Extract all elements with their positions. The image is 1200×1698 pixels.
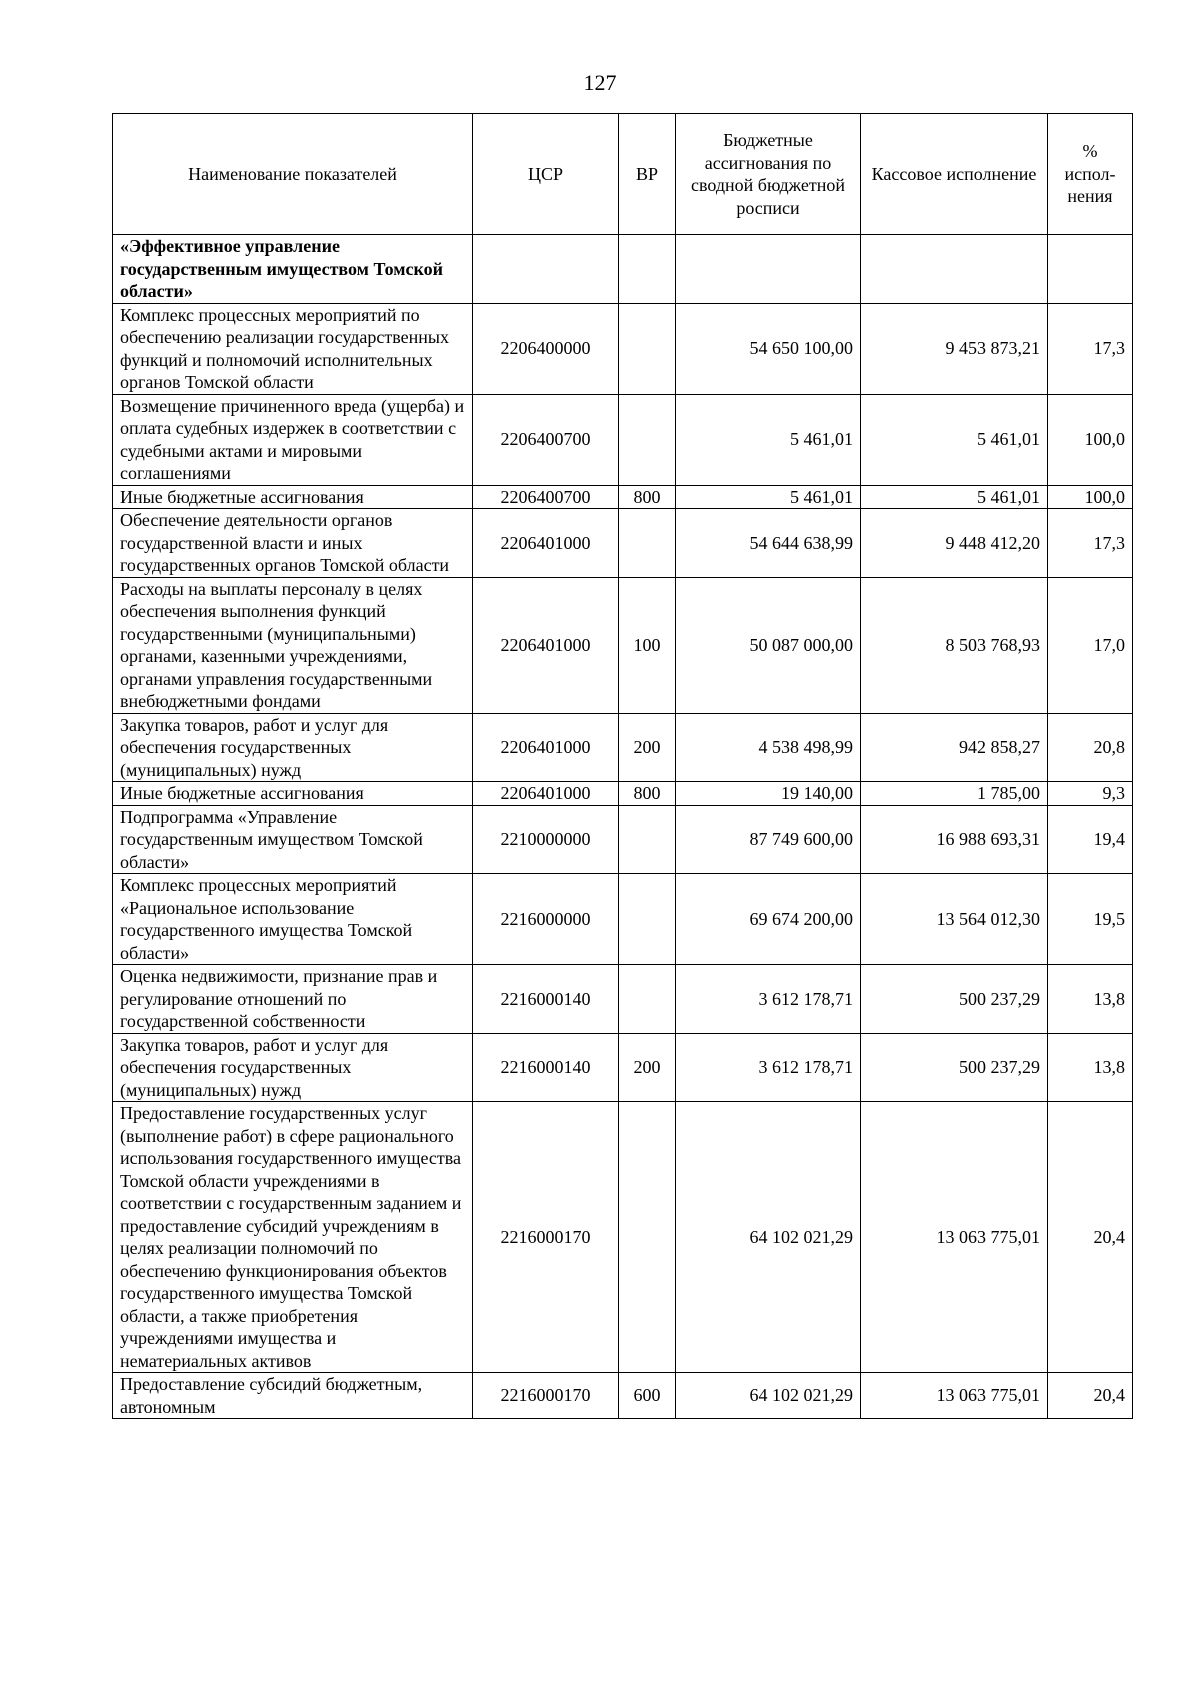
cell-csr: 2210000000 (473, 805, 619, 874)
table-row (113, 965, 1133, 1034)
cell-percent: 9,3 (1048, 782, 1133, 806)
cell-name: Обеспечение деятельности органов государственной власти и иных государственных органов Томской области (113, 509, 473, 578)
cell-allocations: 50 087 000,00 (676, 577, 861, 713)
cell-percent: 100,0 (1048, 394, 1133, 485)
cell-name: Закупка товаров, работ и услуг для обеспечения государственных (муниципальных) нужд (113, 713, 473, 782)
cell-allocations: 3 612 178,71 (676, 965, 861, 1034)
table-row (113, 577, 1133, 713)
cell-allocations: 87 749 600,00 (676, 805, 861, 874)
cell-name: «Эффективное управление государственным имуществом Томской области» (113, 235, 473, 304)
cell-name: Иные бюджетные ассигнования (113, 782, 473, 806)
cell-percent: 20,4 (1048, 1102, 1133, 1373)
cell-execution: 16 988 693,31 (861, 805, 1048, 874)
table-row (113, 1102, 1133, 1373)
cell-csr: 2216000000 (473, 874, 619, 965)
cell-vr: 200 (619, 1033, 676, 1102)
cell-allocations: 3 612 178,71 (676, 1033, 861, 1102)
table-row (113, 485, 1133, 509)
cell-percent: 19,5 (1048, 874, 1133, 965)
table-row (113, 1373, 1133, 1419)
header-execution: Кассовое исполнение (861, 114, 1048, 235)
table-body (113, 235, 1133, 1419)
cell-percent: 17,3 (1048, 303, 1133, 394)
cell-name: Предоставление государственных услуг (выполнение работ) в сфере рационального использования государственного имущества Томской области учреждениями в соответствии с государственным заданием и предоставление субсидий учреждениям в целях реализации полномочий по обеспечению функционирования объектов государственного имущества Томской области, а также приобретения учреждениями имущества и нематериальных активов (113, 1102, 473, 1373)
header-percent: % испол-нения (1048, 114, 1133, 235)
table-row (113, 782, 1133, 806)
cell-csr (473, 235, 619, 304)
cell-vr (619, 965, 676, 1034)
cell-allocations: 19 140,00 (676, 782, 861, 806)
cell-execution: 13 063 775,01 (861, 1102, 1048, 1373)
cell-execution: 500 237,29 (861, 965, 1048, 1034)
cell-execution: 13 564 012,30 (861, 874, 1048, 965)
cell-allocations: 5 461,01 (676, 394, 861, 485)
table-row (113, 1033, 1133, 1102)
cell-percent: 13,8 (1048, 1033, 1133, 1102)
table-row (113, 394, 1133, 485)
header-name: Наименование показателей (113, 114, 473, 235)
cell-percent (1048, 235, 1133, 304)
cell-name: Закупка товаров, работ и услуг для обеспечения государственных (муниципальных) нужд (113, 1033, 473, 1102)
cell-csr: 2206400000 (473, 303, 619, 394)
cell-csr: 2206401000 (473, 713, 619, 782)
cell-name: Возмещение причиненного вреда (ущерба) и оплата судебных издержек в соответствии с судебными актами и мировыми соглашениями (113, 394, 473, 485)
page-number: 127 (583, 70, 617, 95)
cell-csr: 2216000170 (473, 1102, 619, 1373)
header-vr: ВР (619, 114, 676, 235)
cell-execution (861, 235, 1048, 304)
cell-execution: 1 785,00 (861, 782, 1048, 806)
cell-csr: 2206400700 (473, 485, 619, 509)
cell-csr: 2216000140 (473, 1033, 619, 1102)
cell-vr (619, 1102, 676, 1373)
cell-name: Иные бюджетные ассигнования (113, 485, 473, 509)
table-row (113, 303, 1133, 394)
cell-name: Расходы на выплаты персоналу в целях обеспечения выполнения функций государственными (муниципальными) органами, казенными учреждениями, органами управления государственными внебюджетными фондами (113, 577, 473, 713)
cell-csr: 2206401000 (473, 577, 619, 713)
cell-execution: 9 448 412,20 (861, 509, 1048, 578)
cell-csr: 2206401000 (473, 782, 619, 806)
cell-name: Комплекс процессных мероприятий «Рациональное использование государственного имущества Томской области» (113, 874, 473, 965)
cell-csr: 2216000140 (473, 965, 619, 1034)
cell-csr: 2206400700 (473, 394, 619, 485)
cell-allocations: 5 461,01 (676, 485, 861, 509)
cell-name: Предоставление субсидий бюджетным, автономным (113, 1373, 473, 1419)
cell-percent: 20,4 (1048, 1373, 1133, 1419)
cell-percent: 13,8 (1048, 965, 1133, 1034)
cell-allocations: 69 674 200,00 (676, 874, 861, 965)
cell-name: Подпрограмма «Управление государственным имуществом Томской области» (113, 805, 473, 874)
cell-vr (619, 805, 676, 874)
budget-table (112, 113, 1133, 1419)
cell-allocations: 54 644 638,99 (676, 509, 861, 578)
cell-allocations: 4 538 498,99 (676, 713, 861, 782)
table-row (113, 235, 1133, 304)
cell-execution: 9 453 873,21 (861, 303, 1048, 394)
cell-vr: 800 (619, 485, 676, 509)
cell-allocations: 64 102 021,29 (676, 1373, 861, 1419)
cell-execution: 942 858,27 (861, 713, 1048, 782)
cell-csr: 2206401000 (473, 509, 619, 578)
cell-execution: 500 237,29 (861, 1033, 1048, 1102)
cell-vr (619, 509, 676, 578)
cell-vr (619, 394, 676, 485)
cell-vr: 800 (619, 782, 676, 806)
table-row (113, 874, 1133, 965)
cell-execution: 13 063 775,01 (861, 1373, 1048, 1419)
cell-vr: 200 (619, 713, 676, 782)
cell-csr: 2216000170 (473, 1373, 619, 1419)
cell-percent: 17,3 (1048, 509, 1133, 578)
cell-execution: 8 503 768,93 (861, 577, 1048, 713)
cell-vr: 100 (619, 577, 676, 713)
cell-vr (619, 235, 676, 304)
header-csr: ЦСР (473, 114, 619, 235)
cell-percent: 100,0 (1048, 485, 1133, 509)
table-row (113, 509, 1133, 578)
cell-percent: 17,0 (1048, 577, 1133, 713)
cell-execution: 5 461,01 (861, 394, 1048, 485)
table-row (113, 713, 1133, 782)
cell-allocations: 64 102 021,29 (676, 1102, 861, 1373)
cell-name: Оценка недвижимости, признание прав и регулирование отношений по государственной собственности (113, 965, 473, 1034)
cell-name: Комплекс процессных мероприятий по обеспечению реализации государственных функций и полномочий исполнительных органов Томской области (113, 303, 473, 394)
cell-vr (619, 303, 676, 394)
cell-execution: 5 461,01 (861, 485, 1048, 509)
cell-allocations: 54 650 100,00 (676, 303, 861, 394)
cell-percent: 19,4 (1048, 805, 1133, 874)
cell-percent: 20,8 (1048, 713, 1133, 782)
cell-vr: 600 (619, 1373, 676, 1419)
cell-allocations (676, 235, 861, 304)
header-allocations: Бюджетные ассигнования по сводной бюджетной росписи (676, 114, 861, 235)
table-header-row (113, 114, 1133, 235)
cell-vr (619, 874, 676, 965)
table-row (113, 805, 1133, 874)
